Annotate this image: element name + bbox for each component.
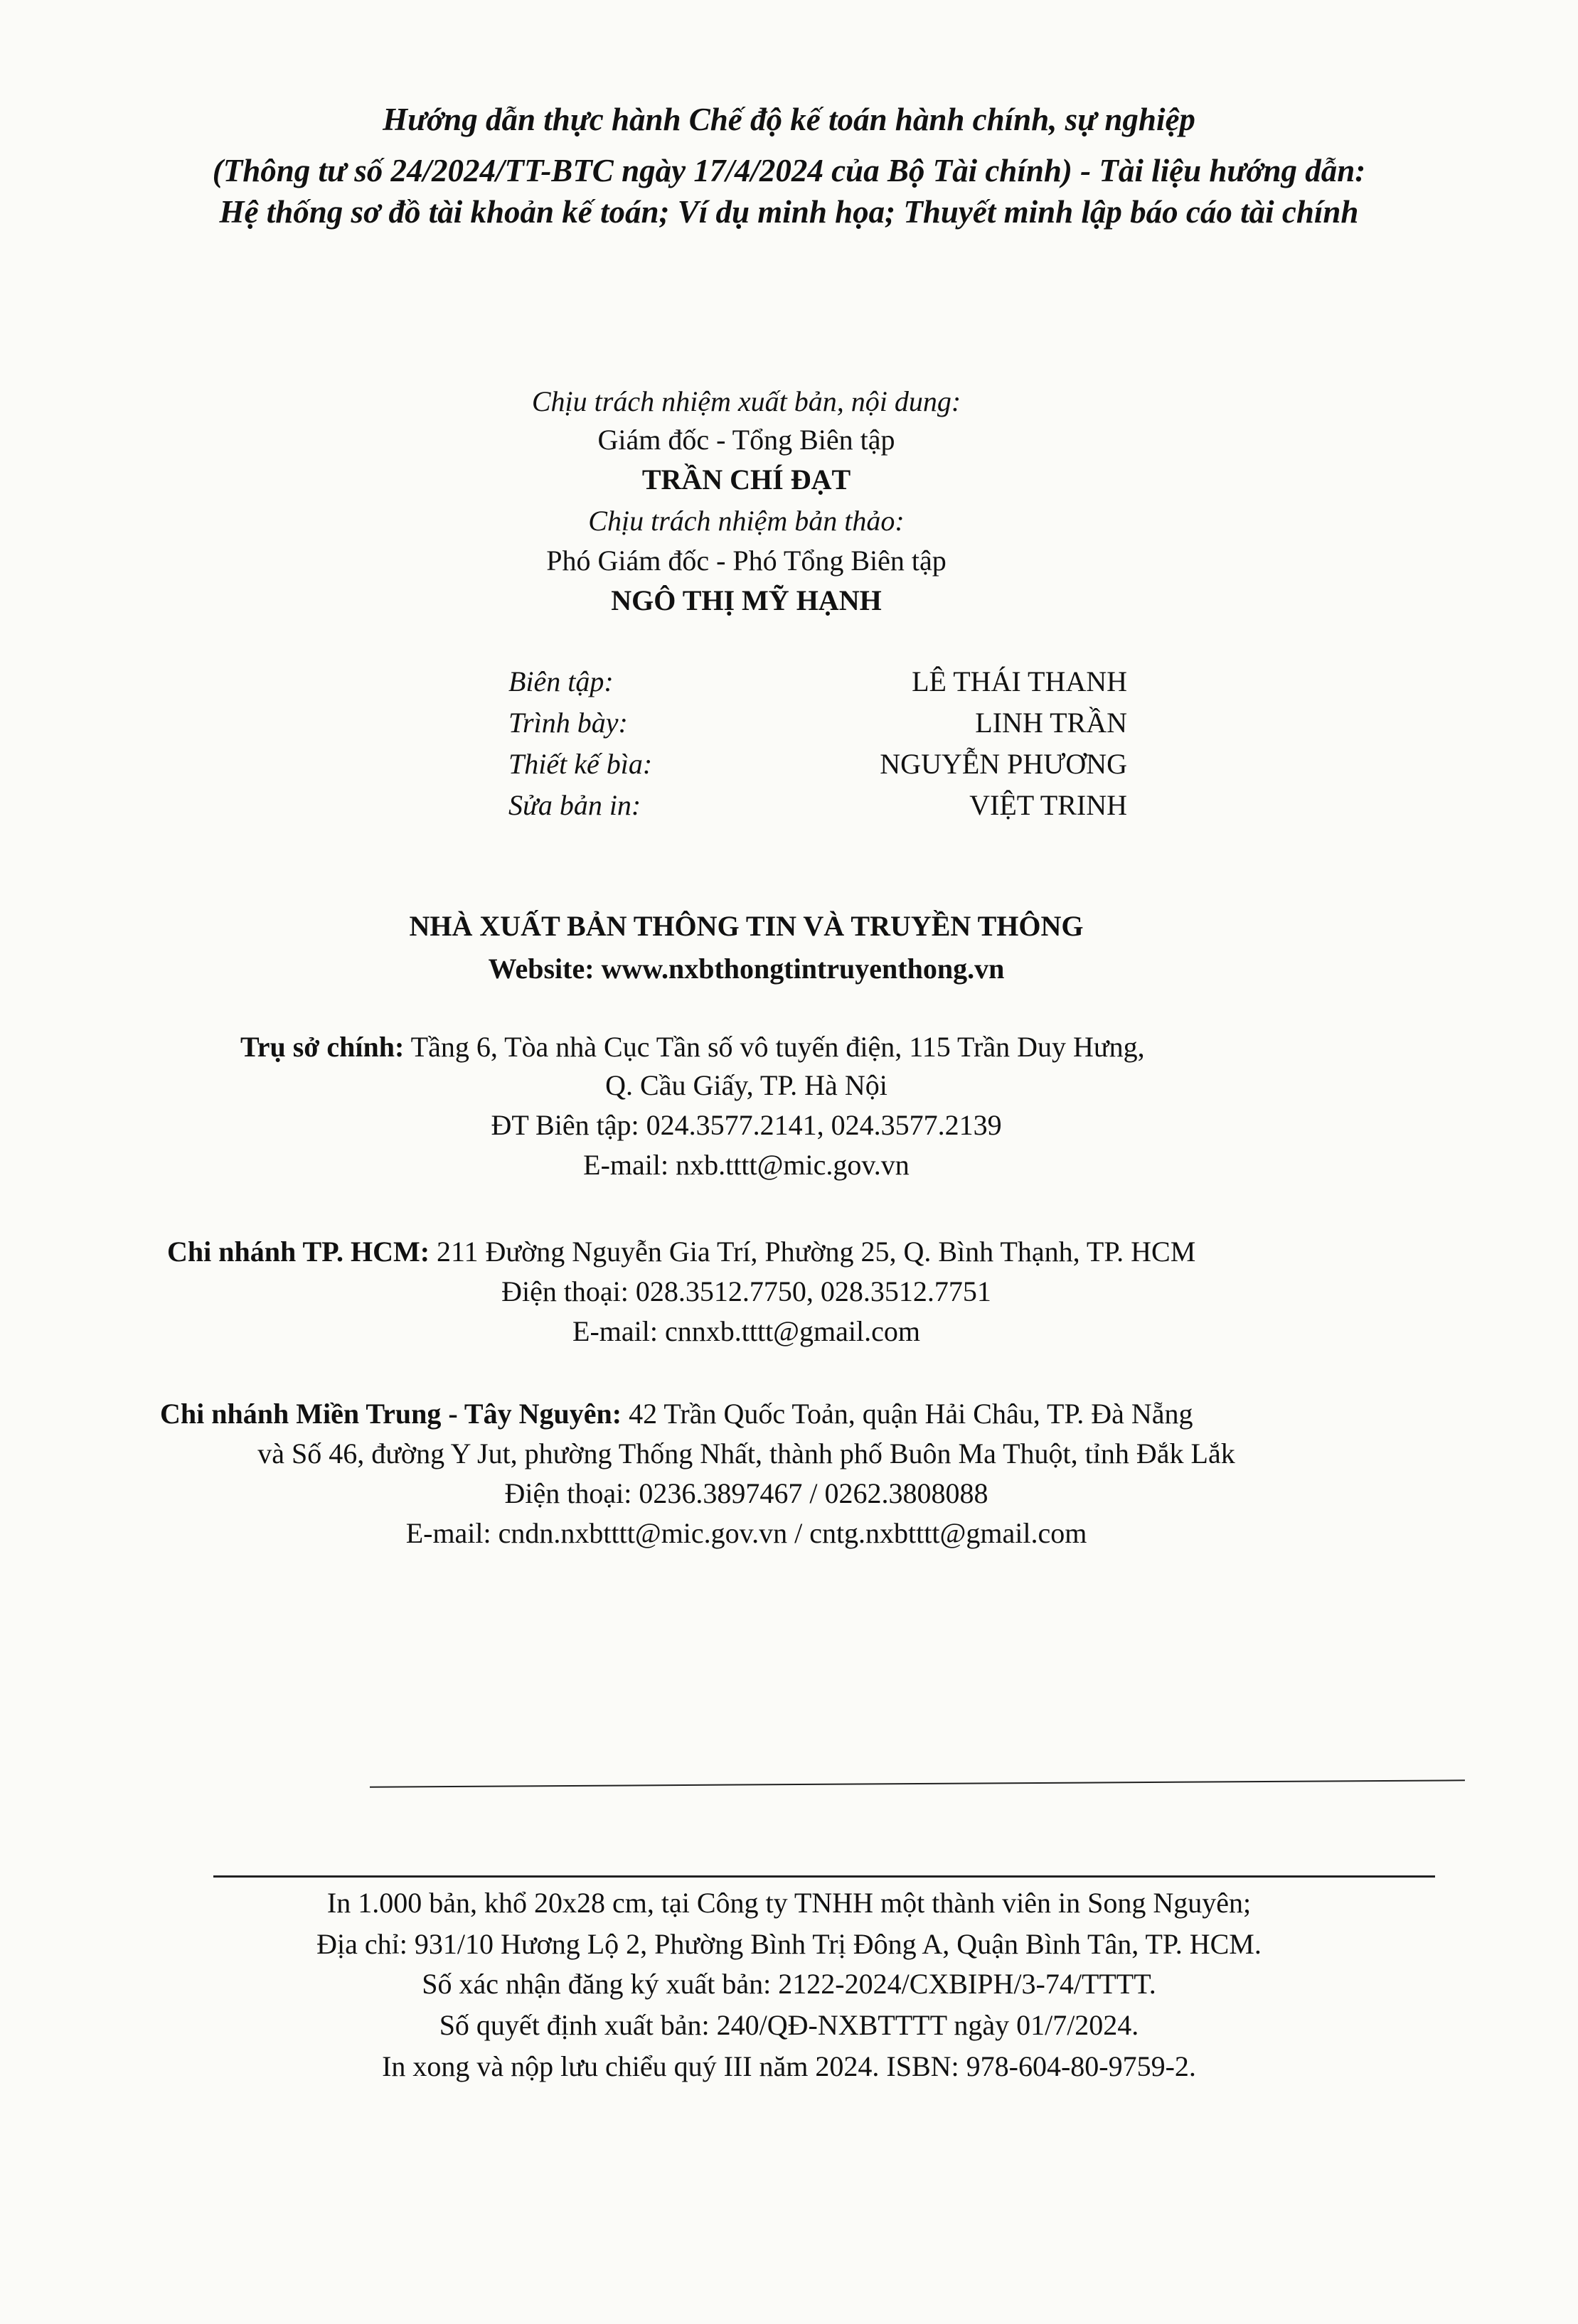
printing-info-line-1: In 1.000 bản, khổ 20x28 cm, tại Công ty TNHH một thành viên in Song Nguyên; [326,1887,1252,1919]
central-branch-phone: Điện thoại: 0236.3897467 / 0262.3808088 [504,1477,988,1509]
book-title-line-2: (Thông tư số 24/2024/TT-BTC ngày 17/4/2024 của Bộ Tài chính) - Tài liệu hướng dẫn: [212,153,1366,188]
credit-role-proofreading: Sửa bản in: [508,789,641,821]
hcm-branch-phone: Điện thoại: 028.3512.7750, 028.3512.7751 [501,1275,991,1307]
central-branch-address-line-2: và Số 46, đường Y Jut, phường Thống Nhất, thành phố Buôn Ma Thuột, tỉnh Đắk Lắk [257,1437,1235,1469]
publish-responsibility-role: Giám đốc - Tổng Biên tập [597,424,895,456]
head-office-address-line-1 [240,1028,1145,1066]
book-title-line-3: Hệ thống sơ đồ tài khoản kế toán; Ví dụ minh họa; Thuyết minh lập báo cáo tài chính [219,194,1359,230]
publish-responsibility-label: Chịu trách nhiệm xuất bản, nội dung: [531,385,961,417]
central-branch-address-line-1 [160,1395,1193,1433]
head-office-address-1: Tầng 6, Tòa nhà Cục Tần số vô tuyến điện, 115 Trần Duy Hưng, [404,1031,1145,1063]
publisher-name: NHÀ XUẤT BẢN THÔNG TIN VÀ TRUYỀN THÔNG [409,910,1084,942]
head-office-address-line-2: Q. Cầu Giấy, TP. Hà Nội [605,1069,887,1101]
head-office-label: Trụ sở chính: [240,1031,405,1063]
head-office-email: E-mail: nxb.tttt@mic.gov.vn [583,1149,910,1181]
credit-name-cover-design: NGUYỄN PHƯƠNG [880,748,1127,780]
manuscript-responsibility-name: NGÔ THỊ MỸ HẠNH [611,584,882,616]
separator-rule-lower [213,1875,1435,1878]
manuscript-responsibility-role: Phó Giám đốc - Phó Tổng Biên tập [546,545,947,577]
credit-name-editor: LÊ THÁI THANH [912,665,1127,697]
publisher-website: Website: www.nxbthongtintruyenthong.vn [488,953,1005,985]
head-office-phone: ĐT Biên tập: 024.3577.2141, 024.3577.2139 [491,1109,1002,1141]
printing-info-line-2: Địa chỉ: 931/10 Hương Lộ 2, Phường Bình Trị Đông A, Quận Bình Tân, TP. HCM. [316,1928,1262,1960]
hcm-branch-address: 211 Đường Nguyễn Gia Trí, Phường 25, Q. Bình Thạnh, TP. HCM [430,1236,1196,1268]
credit-role-cover-design: Thiết kế bìa: [508,748,653,780]
central-branch-address-1: 42 Trần Quốc Toản, quận Hải Châu, TP. Đà Nẵng [622,1398,1193,1430]
printing-info-line-5: In xong và nộp lưu chiểu quý III năm 2024. ISBN: 978-604-80-9759-2. [382,2050,1196,2082]
printing-info-line-4: Số quyết định xuất bản: 240/QĐ-NXBTTTT ngày 01/7/2024. [439,2009,1139,2041]
credit-name-layout: LINH TRẦN [975,707,1127,739]
central-branch-email: E-mail: cndn.nxbtttt@mic.gov.vn / cntg.nxbtttt@gmail.com [405,1517,1087,1549]
credit-role-layout: Trình bày: [508,707,628,739]
hcm-branch-address-line [167,1233,1195,1271]
separator-rule-upper [370,1779,1465,1787]
credit-name-proofreading: VIỆT TRINH [969,789,1127,821]
manuscript-responsibility-label: Chịu trách nhiệm bản thảo: [588,505,905,537]
central-branch-label: Chi nhánh Miền Trung - Tây Nguyên: [160,1398,622,1430]
publish-responsibility-name: TRẦN CHÍ ĐẠT [641,464,851,496]
hcm-branch-label: Chi nhánh TP. HCM: [167,1236,430,1268]
book-title-line-1: Hướng dẫn thực hành Chế độ kế toán hành chính, sự nghiệp [383,102,1195,137]
hcm-branch-email: E-mail: cnnxb.tttt@gmail.com [572,1315,920,1347]
printing-info-line-3: Số xác nhận đăng ký xuất bản: 2122-2024/CXBIPH/3-74/TTTT. [422,1968,1156,2000]
credit-role-editor: Biên tập: [508,665,614,697]
